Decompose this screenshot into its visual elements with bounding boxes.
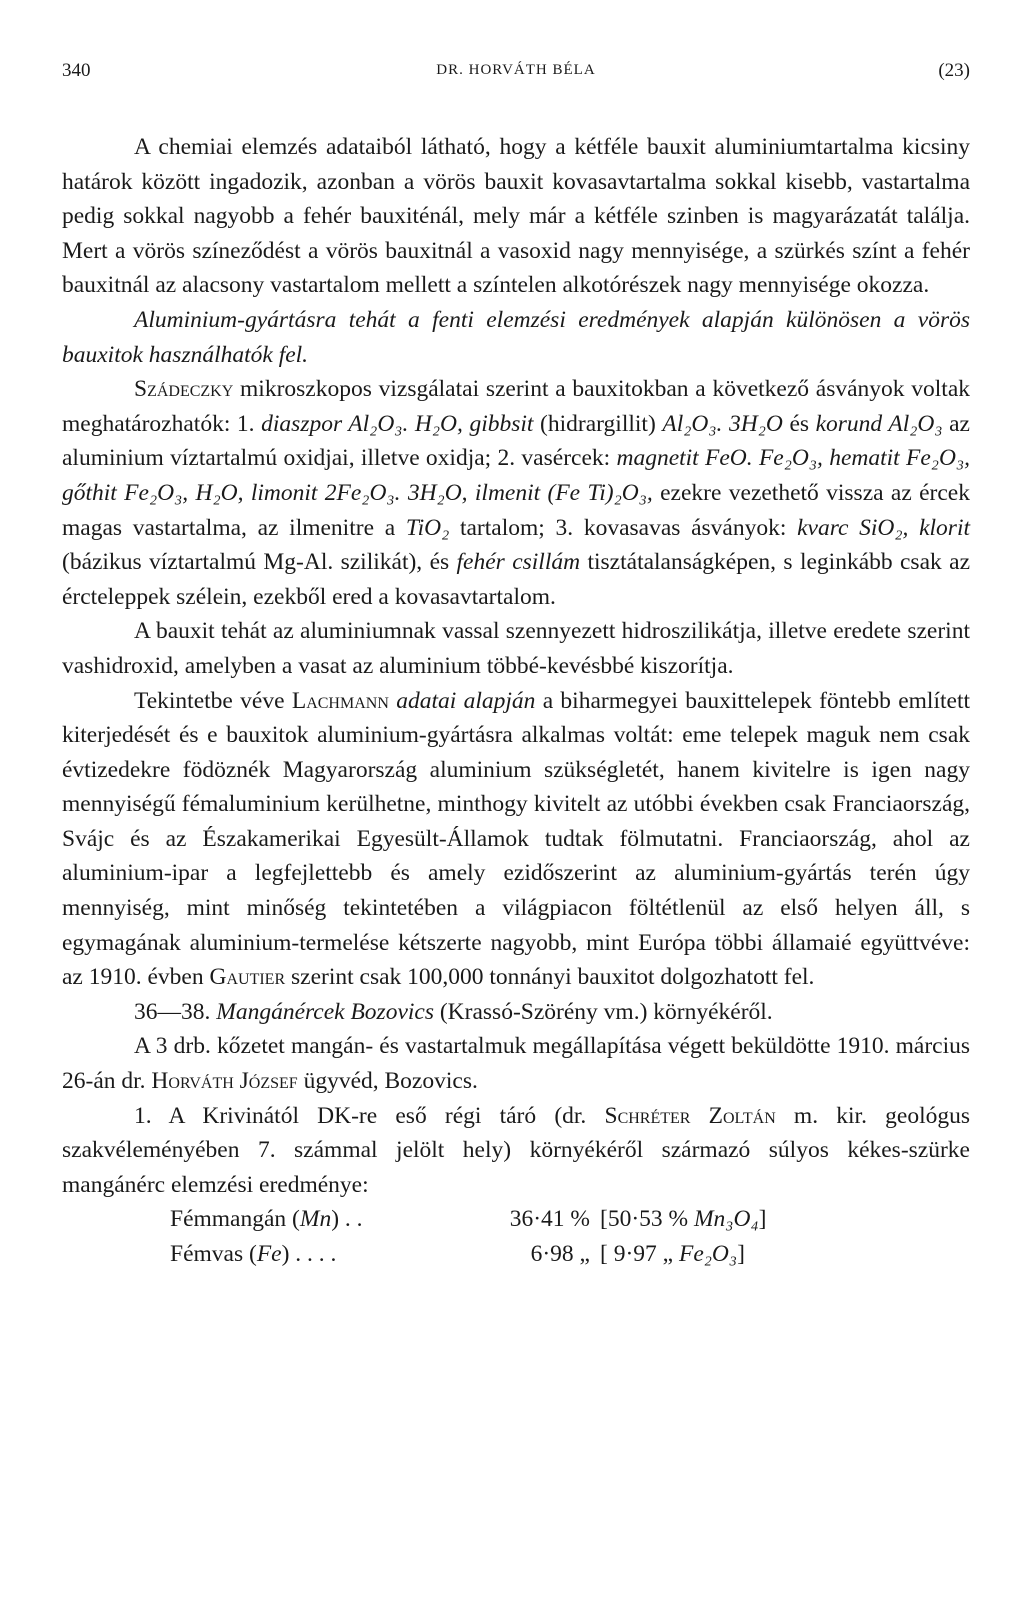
section-number: (23) <box>938 60 970 81</box>
running-header <box>62 60 970 90</box>
page-number: 340 <box>62 60 91 81</box>
body-text <box>62 130 970 1272</box>
paragraph: A bauxit tehát az aluminiumnak vassal szennyezett hidroszilikátja, illetve eredete szerint vashidroxid, amelyben a vasat az aluminium többé-kevésbbé kiszorítja. <box>62 618 970 679</box>
paragraph: Szádeczky mikroszkopos vizsgálatai szerint a bauxitokban a következő ásványok voltak meghatározhatók: 1. diaszpor Al₂O₃. H₂O, gibbsit (hidrargillit) Al₂O₃. 3H₂O és korund Al₂O₃ az aluminium víztartalmú oxidjai, illetve oxidja; 2. vasércek: magnetit FeO. Fe₂O₃, hematit Fe₂O₃, gőthit Fe₂O₃, H₂O, limonit 2Fe₂O₃. 3H₂O, ilmenit (Fe Ti)₂O₃, ezekre vezethető vissza az ércek magas vastartalma, az ilmenitre a TiO₂ tartalom; 3. kovasavas ásványok: kvarc SiO₂, klorit (bázikus víztartalmú Mg-Al. szilikát), és fehér csillám tisztátalanságképen, s leginkább csak az ércteleppek szélein, ezekből ered a kovasavtartalom. <box>62 376 971 610</box>
paragraph: Tekintetbe véve Lachmann adatai alapján a biharmegyei bauxittelepek föntebb említett kiterjedését és e bauxitok aluminium-gyártásra alkalmas voltát: eme telepek maguk nem csak évtizedekre födöznék Magyarország aluminium szükségletét, hanem kivitelre is igen nagy mennyiségű fémaluminium kerülhetne, minthogy kivitelt az utóbbi években csak Franciaország, Svájc és az Északamerikai Egyesült-Államok tudtak fölmutatni. Franciaország, ahol az aluminium-ipar a legfejlettebb és amely ezidőszerint az aluminium-gyártás terén úgy mennyiség, mint minőség tekintetében a világpiacon föltétlenül az első helyen áll, s egymagának aluminium-termelése kétszerte nagyobb, mint Európa többi államaié együttvéve: az 1910. évben Gautier szerint csak 100,000 tonnányi bauxitot dolgozhatott fel. <box>62 687 970 991</box>
analysis-table <box>170 1202 970 1271</box>
paragraph-italic: Aluminium-gyártásra tehát a fenti elemzési eredmények alapján különösen a vörös bauxitok használhatók fel. <box>62 306 970 368</box>
paragraph: A 3 drb. kőzetet mangán- és vastartalmuk megállapítása végett beküldötte 1910. március 26-án dr. Horváth József ügyvéd, Bozovics. <box>62 1033 970 1095</box>
table-row: Fémmangán (Mn) . . 36·41 % [50·53 % Mn₃O₄] <box>170 1206 767 1233</box>
running-title: DR. HORVÁTH BÉLA <box>436 62 596 78</box>
section-heading: 36—38. Mangánércek Bozovics (Krassó-Szörény vm.) környékéről. <box>134 998 773 1025</box>
table-row: Fémvas (Fe) . . . . 6·98 „ [ 9·97 „ Fe₂O₃] <box>170 1241 745 1267</box>
paragraph: A chemiai elemzés adataiból látható, hogy a kétféle bauxit aluminiumtartalma kicsiny határok között ingadozik, azonban a vörös bauxit kovasavtartalma sokkal kisebb, vastartalma pedig sokkal nagyobb a fehér bauxiténál, mely már a kétféle szinben is magyarázatát találja. Mert a vörös színeződést a vörös bauxitnál a vasoxid nagy mennyisége, a szürkés színt a fehér bauxitnál az alacsony vastartalom mellett a színtelen alkotórészek nagy mennyisége okozza. <box>62 134 970 299</box>
paragraph: 1. A Krivinától DK-re eső régi táró (dr. Schréter Zoltán m. kir. geológus szakvéleményében 7. számmal jelölt hely) környékéről származó súlyos kékes-szürke mangánérc elemzési eredménye: <box>62 1102 971 1198</box>
